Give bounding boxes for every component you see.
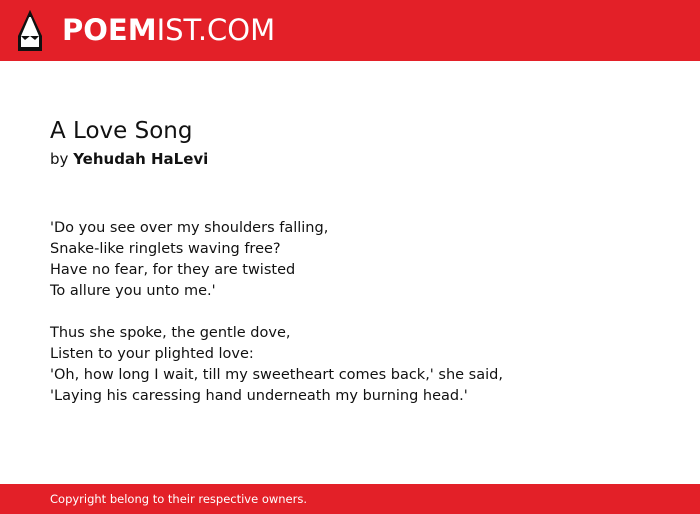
poem-line: 'Laying his caressing hand underneath my burning head.' [50,388,468,404]
logo-light-text: IST.COM [156,13,276,47]
site-footer [0,484,700,514]
site-logo[interactable] [62,12,275,48]
poem-author: Yehudah HaLevi [73,150,209,168]
poem-line: Have no fear, for they are twisted [50,262,296,278]
poem-line: 'Do you see over my shoulders falling, [50,220,329,236]
logo-bold-text: POEM [62,13,157,47]
pencil-tip-icon [17,9,43,52]
poem-line: Listen to your plighted love: [50,346,254,362]
by-label: by [50,150,69,168]
poem-stanza-2 [50,323,670,407]
poem-line: To allure you unto me.' [50,283,216,299]
site-header [0,0,700,61]
poem-stanza-1 [50,218,670,302]
poem-body [50,218,670,407]
poem-line: Snake-like ringlets waving free? [50,241,281,257]
poem-byline [50,148,208,170]
poem-line: 'Oh, how long I wait, till my sweetheart comes back,' she said, [50,367,503,383]
poem-line: Thus she spoke, the gentle dove, [50,325,291,341]
poem-title: A Love Song [50,118,193,144]
copyright-text: Copyright belong to their respective owners. [50,492,308,506]
